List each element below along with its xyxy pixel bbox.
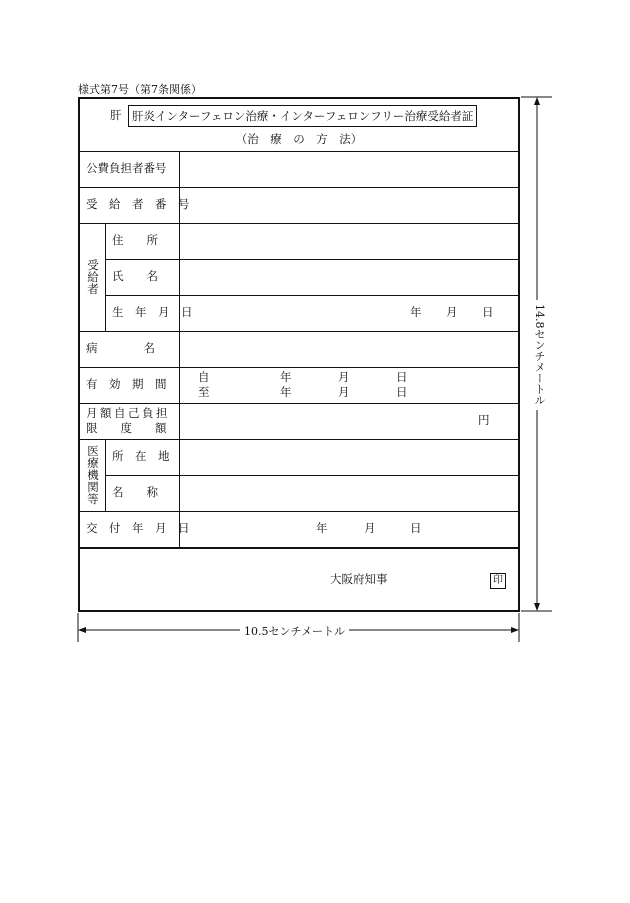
validity-from-month: 月 — [338, 370, 350, 384]
divider — [80, 511, 518, 512]
validity-period-label: 有 効 期 間 — [86, 377, 167, 391]
arrowhead-top — [534, 97, 540, 105]
arrowhead-right — [511, 627, 519, 633]
divider — [80, 439, 518, 440]
institution-name-label: 名 称 — [112, 485, 158, 499]
title-kanji-prefix: 肝 — [110, 108, 122, 122]
height-dimension-label: 14.8センチメートル — [531, 300, 547, 410]
issue-day-unit: 日 — [410, 521, 422, 535]
yen-unit: 円 — [478, 413, 490, 427]
treatment-method-label: （治 療 の 方 法） — [235, 132, 363, 146]
payer-number-label: 公費負担者番号 — [86, 161, 167, 175]
group-divider-institution — [105, 439, 106, 511]
seal-mark: 印 — [490, 573, 506, 589]
monthly-limit-label: 月額自己負担 — [86, 406, 170, 420]
recipient-number-label: 受 給 者 番 号 — [86, 197, 190, 211]
divider — [80, 547, 518, 549]
arrowhead-bottom — [534, 603, 540, 611]
location-label: 所 在 地 — [112, 449, 170, 463]
divider — [105, 475, 518, 476]
disease-name-label: 病 名 — [86, 341, 155, 355]
divider — [80, 223, 518, 224]
issue-year-unit: 年 — [316, 521, 328, 535]
monthly-limit-label-2: 限 度 額 — [86, 421, 167, 435]
institution-group-label: 医 療 機 関 等 — [87, 444, 99, 506]
issue-month-unit: 月 — [364, 521, 376, 535]
form-number: 様式第7号（第7条関係） — [78, 83, 202, 96]
certificate-card — [78, 97, 520, 612]
validity-from-year: 年 — [280, 370, 292, 384]
recipient-group-label: 受 給 者 — [87, 258, 99, 296]
width-dimension-label: 10.5センチメートル — [240, 623, 349, 639]
divider — [105, 295, 518, 296]
certificate-title: 肝炎インターフェロン治療・インターフェロンフリー治療受給者証 — [128, 105, 477, 127]
birth-date-label: 生 年 月 日 — [112, 305, 193, 319]
issue-date-label: 交 付 年 月 日 — [86, 521, 190, 535]
validity-to: 至 — [198, 385, 210, 399]
address-label: 住 所 — [112, 233, 158, 247]
divider — [80, 403, 518, 404]
name-label: 氏 名 — [112, 269, 158, 283]
validity-from-day: 日 — [396, 370, 408, 384]
validity-to-month: 月 — [338, 385, 350, 399]
validity-to-day: 日 — [396, 385, 408, 399]
divider — [80, 151, 518, 152]
group-divider-recipient — [105, 223, 106, 331]
birth-month-unit: 月 — [446, 305, 458, 319]
validity-to-year: 年 — [280, 385, 292, 399]
divider — [105, 259, 518, 260]
divider — [80, 187, 518, 188]
divider — [80, 367, 518, 368]
divider — [80, 331, 518, 332]
arrowhead-left — [78, 627, 86, 633]
issuer-label: 大阪府知事 — [330, 572, 388, 586]
birth-day-unit: 日 — [482, 305, 494, 319]
birth-year-unit: 年 — [410, 305, 422, 319]
validity-from: 自 — [198, 370, 210, 384]
